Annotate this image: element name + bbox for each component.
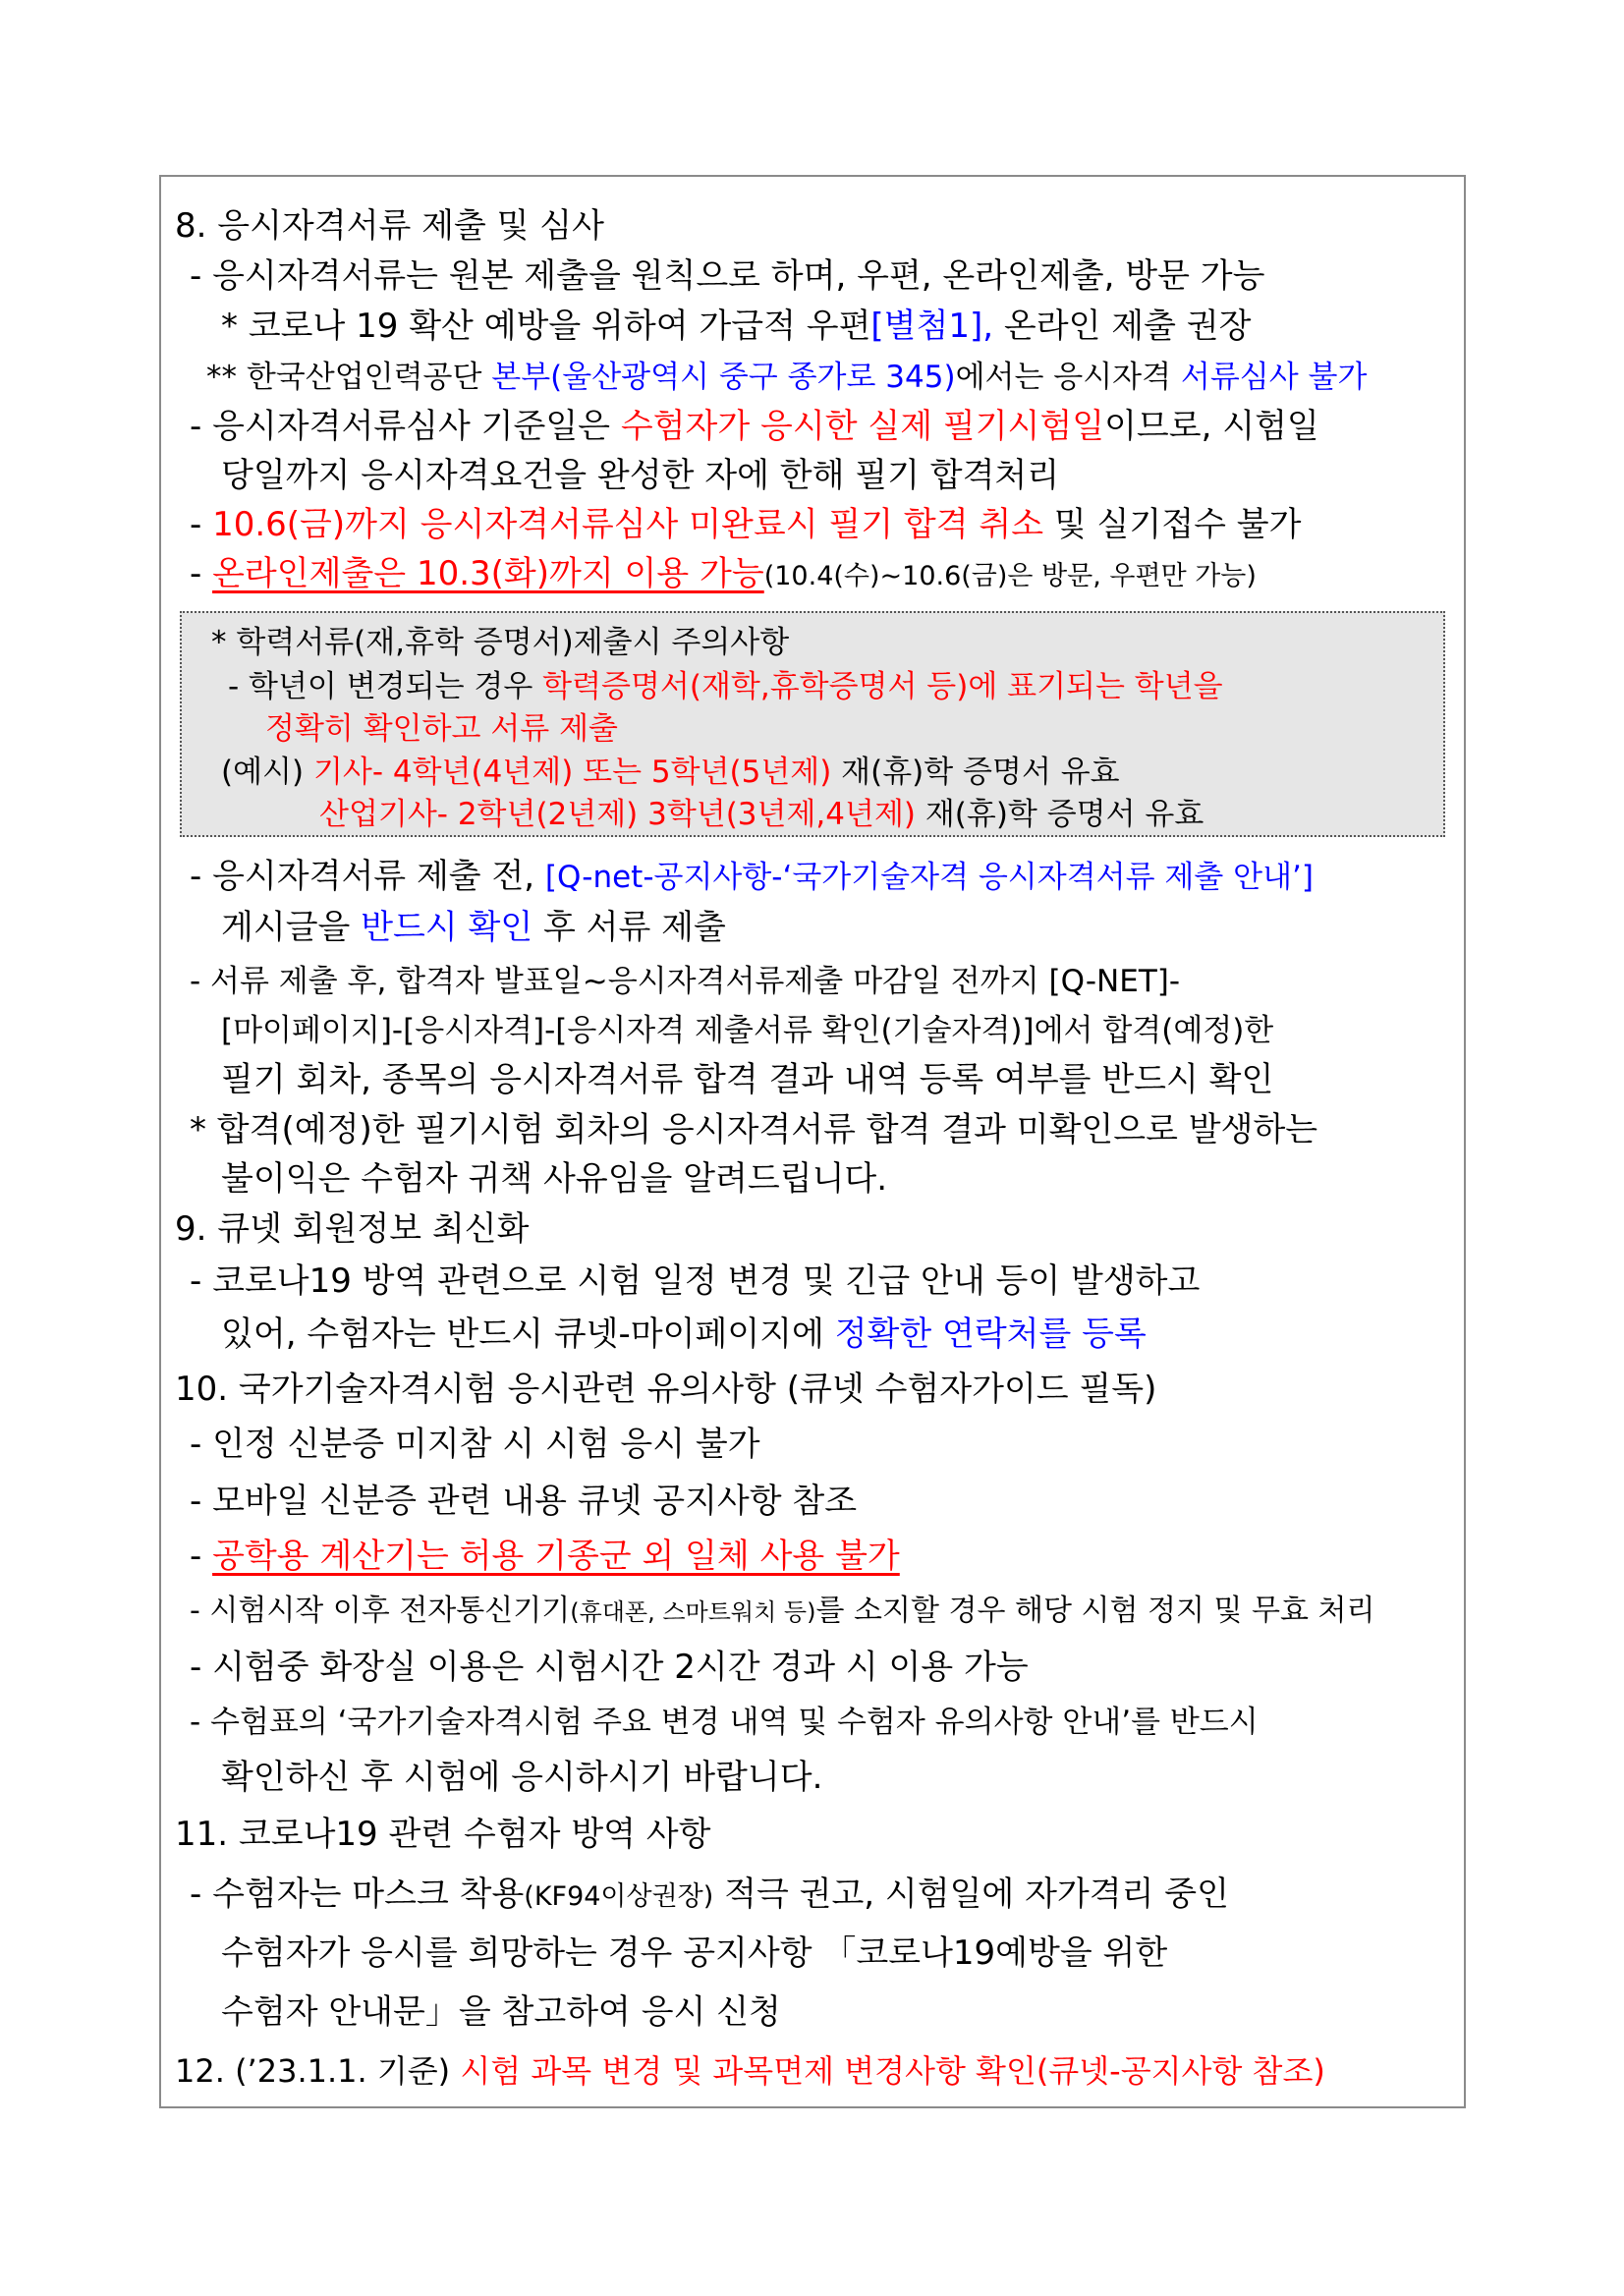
s8-line-13: * 합격(예정)한 필기시험 회차의 응시자격서류 합격 결과 미확인으로 발생하는 <box>190 1110 1318 1149</box>
s8-line-6: - 10.6(금)까지 응시자격서류심사 미완료시 필기 합격 취소 및 실기접수 불가 <box>190 505 1302 544</box>
s10-line-3: - 공학용 계산기는 허용 기종군 외 일체 사용 불가 <box>190 1537 900 1576</box>
section-9-title: 9. 큐넷 회원정보 최신화 <box>175 1209 530 1249</box>
s10-line-7: 확인하신 후 시험에 응시하시기 바랍니다. <box>221 1758 823 1797</box>
s8-line-12: 필기 회차, 종목의 응시자격서류 합격 결과 내역 등록 여부를 반드시 확인 <box>221 1060 1274 1099</box>
s11-line-3: 수험자 안내문」을 참고하여 응시 신청 <box>221 1992 781 2032</box>
s10-line-6: - 수험표의 ‘국가기술자격시험 주요 변경 내역 및 수험자 유의사항 안내’를 반드시 <box>190 1705 1259 1740</box>
section-10-title: 10. 국가기술자격시험 응시관련 유의사항 (큐넷 수험자가이드 필독) <box>175 1370 1157 1409</box>
s8-line-5: 당일까지 응시자격요건을 완성한 자에 한해 필기 합격처리 <box>221 456 1060 495</box>
s9-line-1: - 코로나19 방역 관련으로 시험 일정 변경 및 긴급 안내 등이 발생하고 <box>190 1261 1201 1301</box>
box-line-1: * 학력서류(재,휴학 증명서)제출시 주의사항 <box>211 625 790 660</box>
box-line-2: - 학년이 변경되는 경우 학력증명서(재학,휴학증명서 등)에 표기되는 학년을 <box>228 669 1223 704</box>
s11-line-2: 수험자가 응시를 희망하는 경우 공지사항 「코로나19예방을 위한 <box>221 1933 1168 1973</box>
s8-line-14: 불이익은 수험자 귀책 사유임을 알려드립니다. <box>221 1159 888 1199</box>
s8-line-4: - 응시자격서류심사 기준일은 수험자가 응시한 실제 필기시험일이므로, 시험일 <box>190 407 1319 446</box>
s10-line-1: - 인정 신분증 미지참 시 시험 응시 불가 <box>190 1425 760 1464</box>
s8-line-1: - 응시자격서류는 원본 제출을 원칙으로 하며, 우편, 온라인제출, 방문 가능 <box>190 256 1265 296</box>
s8-line-7: - 온라인제출은 10.3(화)까지 이용 가능(10.4(수)~10.6(금)은 방문, 우편만 가능) <box>190 554 1257 593</box>
section-12-line: 12. (’23.1.1. 기준) 시험 과목 변경 및 과목면제 변경사항 확인(큐넷-공지사항 참조) <box>175 2052 1325 2090</box>
s10-line-5: - 시험중 화장실 이용은 시험시간 2시간 경과 시 이용 가능 <box>190 1648 1029 1687</box>
section-8-title: 8. 응시자격서류 제출 및 심사 <box>175 206 604 246</box>
s10-line-4: - 시험시작 이후 전자통신기기(휴대폰, 스마트워치 등)를 소지할 경우 해당 시험 정지 및 무효 처리 <box>190 1594 1375 1628</box>
box-line-5: 산업기사- 2학년(2년제) 3학년(3년제,4년제) 재(휴)학 증명서 유효 <box>319 797 1204 832</box>
section-11-title: 11. 코로나19 관련 수험자 방역 사항 <box>175 1815 711 1854</box>
s8-line-2: * 코로나 19 확산 예방을 위하여 가급적 우편[별첨1], 온라인 제출 권장 <box>221 307 1252 346</box>
box-line-3: 정확히 확인하고 서류 제출 <box>265 711 618 747</box>
s10-line-2: - 모바일 신분증 관련 내용 큐넷 공지사항 참조 <box>190 1482 858 1521</box>
s8-line-3: ** 한국산업인력공단 본부(울산광역시 중구 종가로 345)에서는 응시자격 서류심사 불가 <box>206 360 1368 395</box>
box-line-4: (예시) 기사- 4학년(4년제) 또는 5학년(5년제) 재(휴)학 증명서 유효 <box>221 755 1120 790</box>
s8-line-8: - 응시자격서류 제출 전, [Q-net-공지사항-‘국가기술자격 응시자격서류 제출 안내’] <box>190 857 1314 896</box>
s8-line-10: - 서류 제출 후, 합격자 발표일~응시자격서류제출 마감일 전까지 [Q-NET]- <box>190 964 1181 999</box>
s11-line-1: - 수험자는 마스크 착용(KF94이상권장) 적극 권고, 시험일에 자가격리 중인 <box>190 1875 1229 1914</box>
s9-line-2: 있어, 수험자는 반드시 큐넷-마이페이지에 정확한 연락처를 등록 <box>221 1315 1147 1354</box>
s8-line-9: 게시글을 반드시 확인 후 서류 제출 <box>221 908 726 947</box>
s8-line-11: [마이페이지]-[응시자격]-[응시자격 제출서류 확인(기술자격)]에서 합격(예정)한 <box>221 1013 1274 1048</box>
